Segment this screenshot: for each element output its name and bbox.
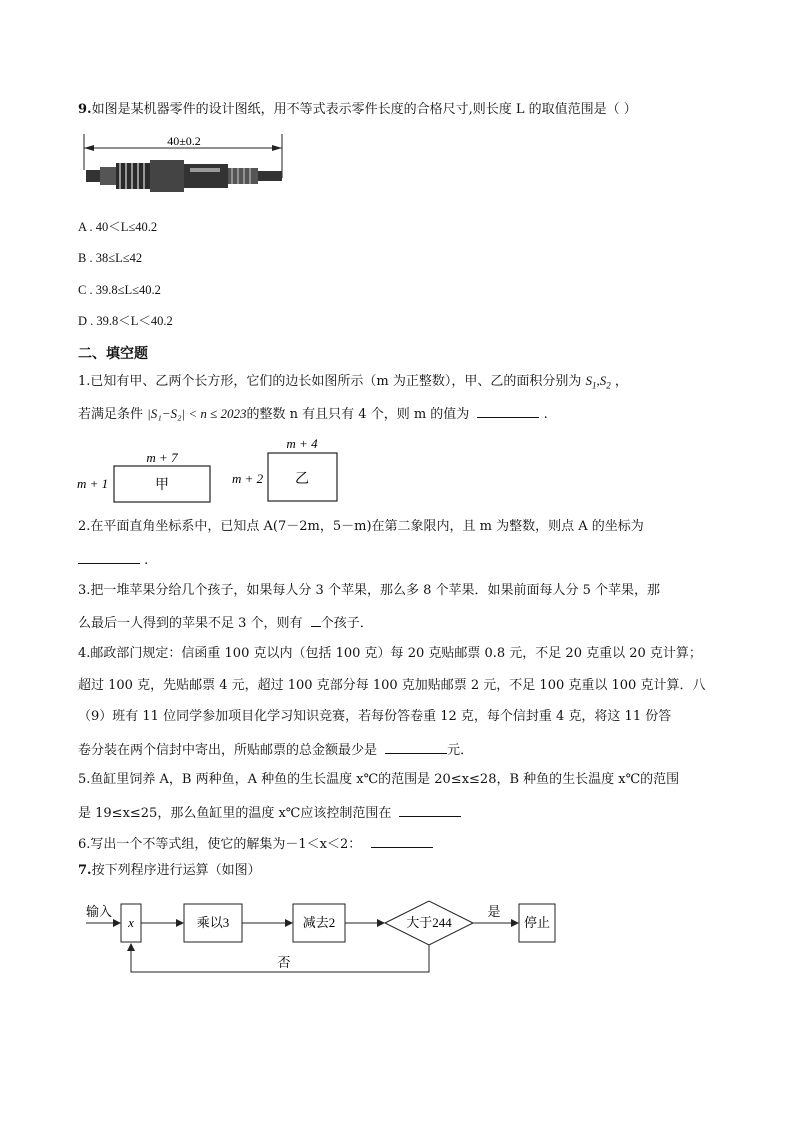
flow-no-label: 否 xyxy=(277,955,291,970)
section-title: 二、填空题 xyxy=(78,346,148,362)
f4-line4 xyxy=(78,740,473,760)
f3-line2-text-b: 个孩子． xyxy=(320,616,373,631)
rect-a-label: 甲 xyxy=(155,478,169,493)
f4-line4-text-a: 卷分装在两个信封中寄出，所贴邮票的总金额最少是 xyxy=(78,743,378,758)
q9-option-b: B . 38≤L≤42 xyxy=(78,251,143,265)
f4-line3: （9）班有 11 位同学参加项目化学习知识竞赛，若每份答卷重 12 克，每个信封重 4 克，将这 11 份答 xyxy=(78,709,672,724)
f6-text: 6.写出一个不等式组，使它的解集为－1＜x＜2： xyxy=(78,837,362,852)
flow-stop-label: 停止 xyxy=(523,915,551,930)
f1-rectangles-figure xyxy=(74,436,354,506)
f4-line1: 4.邮政部门规定：信函重 100 克以内（包括 100 克）每 20 克贴邮票 0.8 元，不足 20 克重以 20 克计算； xyxy=(78,646,702,661)
q9-stem xyxy=(78,101,637,119)
flow-input-label: 输入 xyxy=(86,904,113,919)
f1-line2 xyxy=(78,404,548,424)
q9-dimension-label: 40±0.2 xyxy=(167,134,201,148)
f7-stem xyxy=(78,862,261,880)
f6-line1 xyxy=(78,834,433,854)
f4-line2: 超过 100 克，先贴邮票 4 元，超过 100 克部分每 100 克加贴邮票 2 元，不足 100 克重以 100 克计算．八 xyxy=(78,678,706,693)
f5-line1: 5.鱼缸里饲养 A，B 两种鱼，A 种鱼的生长温度 x℃的范围是 20≤x≤28，B 种鱼的生长温度 x℃的范围 xyxy=(78,772,680,787)
f2-line2 xyxy=(78,550,148,570)
f1-area-symbols: $S_1,S_2$ xyxy=(585,373,611,391)
f3-line2 xyxy=(78,613,373,633)
f1-answer-blank[interactable] xyxy=(477,404,539,418)
f4-answer-blank[interactable] xyxy=(385,740,447,754)
f5-line2-text: 是 19≤x≤25，那么鱼缸里的温度 x℃应该控制范围在 xyxy=(78,806,392,821)
f7-flowchart xyxy=(84,896,564,976)
flow-decision-label: 大于244 xyxy=(406,915,452,930)
f1-condition: |S₁−S₂| < n ≤ 2023 xyxy=(147,406,247,421)
flow-yes-label: 是 xyxy=(487,904,501,919)
rect-a-side-label: m + 1 xyxy=(77,476,109,491)
q9-option-d: D . 39.8＜L＜40.2 xyxy=(78,314,173,328)
f2-period: . xyxy=(144,553,149,568)
f3-answer-blank[interactable] xyxy=(311,613,321,627)
f1-period: . xyxy=(543,407,548,422)
f5-line2 xyxy=(78,803,461,823)
f1-line2-text-b: 的整数 n 有且只有 4 个，则 m 的值为 xyxy=(246,407,470,422)
q9-text: 如图是某机器零件的设计图纸，用不等式表示零件长度的合格尺寸,则长度 L 的取值范围是（ ） xyxy=(91,102,637,117)
f2-answer-blank[interactable] xyxy=(78,550,140,564)
f1-line2-text-a: 若满足条件 xyxy=(78,407,144,422)
rect-b-side-label: m + 2 xyxy=(232,471,264,486)
q9-option-c: C . 39.8≤L≤40.2 xyxy=(78,283,161,297)
f2-line1: 2.在平面直角坐标系中，已知点 A(7－2m，5－m)在第二象限内，且 m 为整数，则点 A 的坐标为 xyxy=(78,519,644,534)
f7-text: 按下列程序进行运算（如图） xyxy=(91,863,261,878)
f1-line1-text: 1.已知有甲、乙两个长方形，它们的边长如图所示（m 为正整数），甲、乙的面积分别为 xyxy=(78,374,582,389)
f4-line4-text-b: 元． xyxy=(447,743,474,758)
rect-b-label: 乙 xyxy=(295,472,309,487)
f1-line1: 1.已知有甲、乙两个长方形，它们的边长如图所示（m 为正整数），甲、乙的面积分别为 $S_1,S_2$ ， xyxy=(78,373,628,391)
q9-part-drawing xyxy=(80,130,290,202)
q9-option-a: A . 40＜L≤40.2 xyxy=(78,220,158,234)
f5-answer-blank[interactable] xyxy=(399,803,461,817)
f6-answer-blank[interactable] xyxy=(371,834,433,848)
f7-number: 7. xyxy=(78,863,92,878)
q9-number: 9. xyxy=(78,102,92,117)
f3-line1: 3.把一堆苹果分给几个孩子，如果每人分 3 个苹果，那么多 8 个苹果．如果前面每人分 5 个苹果，那 xyxy=(78,583,661,598)
flow-step-subtract-label: 减去2 xyxy=(302,915,336,930)
flow-x-label: x xyxy=(128,915,134,930)
rect-b-top-label: m + 4 xyxy=(286,436,318,451)
f3-line2-text-a: 么最后一人得到的苹果不足 3 个，则有 xyxy=(78,616,303,631)
rect-a-top-label: m + 7 xyxy=(146,450,178,465)
flow-step-multiply-label: 乘以3 xyxy=(196,915,230,930)
